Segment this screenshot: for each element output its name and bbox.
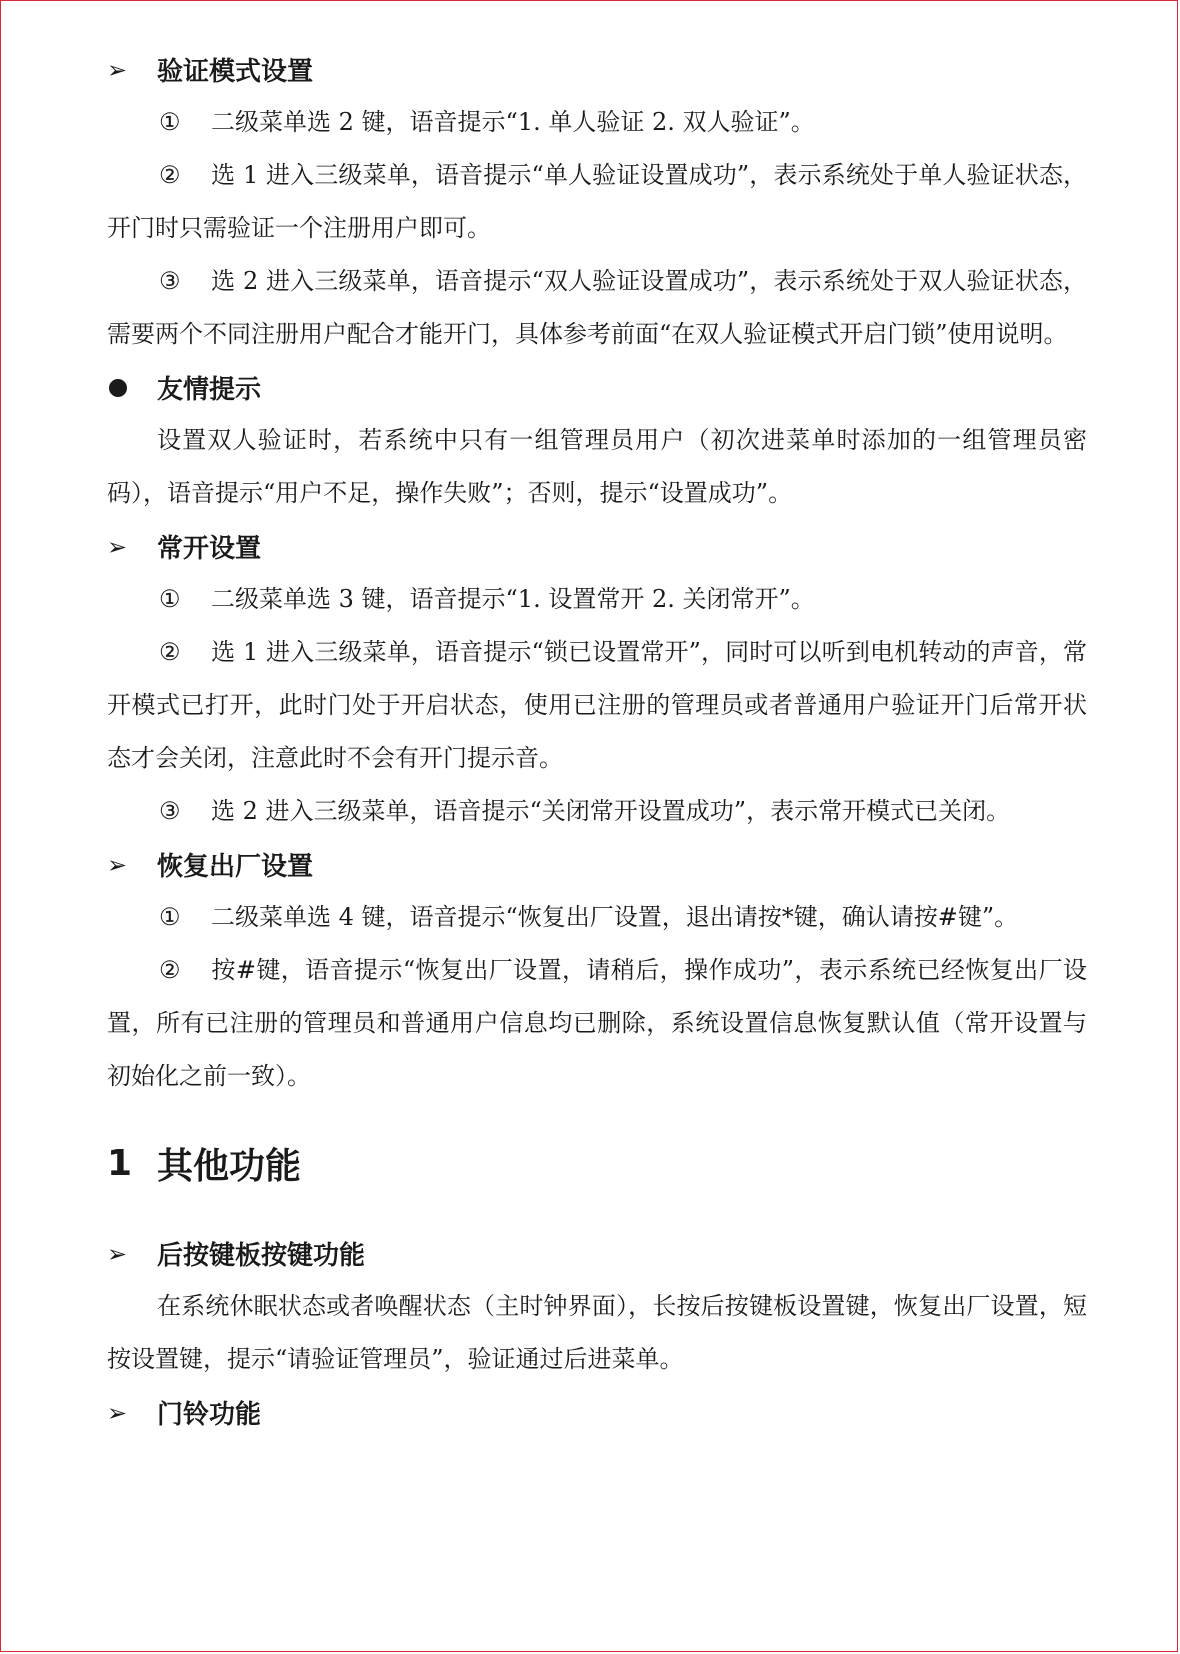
section-title: 常开设置 xyxy=(157,534,262,564)
chapter-number: 1 xyxy=(107,1142,133,1184)
section-title: 验证模式设置 xyxy=(157,57,314,87)
item-number: ③ xyxy=(159,797,181,825)
section-title: 门铃功能 xyxy=(157,1400,262,1430)
list-item xyxy=(107,785,1087,838)
list-item xyxy=(107,626,1087,785)
section-heading-verify-mode xyxy=(107,43,1087,96)
item-text: 选 1 进入三级菜单，语音提示“锁已设置常开”，同时可以听到电机转动的声音，常开模式已打开，此时门处于开启状态，使用已注册的管理员或者普通用户验证开门后常开状态才会关闭，注意此时不会有开门提示音。 xyxy=(107,638,1087,772)
item-number: ① xyxy=(159,903,181,931)
page-content xyxy=(107,43,1087,1439)
round-bullet-icon xyxy=(109,379,127,397)
chapter-title: 其他功能 xyxy=(157,1145,302,1187)
section-heading-factory-reset xyxy=(107,838,1087,891)
item-text: 二级菜单选 3 键，语音提示“1. 设置常开 2. 关闭常开”。 xyxy=(211,585,815,613)
arrow-bullet-icon: ➢ xyxy=(107,1398,128,1427)
item-number: ① xyxy=(159,585,181,613)
item-text: 按#键，语音提示“恢复出厂设置，请稍后，操作成功”，表示系统已经恢复出厂设置，所有已注册的管理员和普通用户信息均已删除，系统设置信息恢复默认值（常开设置与初始化之前一致）。 xyxy=(107,956,1087,1090)
list-item xyxy=(107,944,1087,1103)
list-item xyxy=(107,891,1087,944)
list-item xyxy=(107,255,1087,361)
arrow-bullet-icon: ➢ xyxy=(107,850,128,879)
list-item xyxy=(107,96,1087,149)
section-title: 后按键板按键功能 xyxy=(157,1241,366,1271)
back-panel-paragraph: 在系统休眠状态或者唤醒状态（主时钟界面），长按后按键板设置键，恢复出厂设置，短按设置键，提示“请验证管理员”，验证通过后进菜单。 xyxy=(107,1292,1087,1373)
arrow-bullet-icon: ➢ xyxy=(107,1239,128,1268)
tips-paragraph: 设置双人验证时，若系统中只有一组管理员用户（初次进菜单时添加的一组管理员密码），语音提示“用户不足，操作失败”；否则，提示“设置成功”。 xyxy=(107,426,1087,507)
item-number: ① xyxy=(159,108,181,136)
section-heading-tips xyxy=(107,361,1087,414)
item-text: 选 1 进入三级菜单，语音提示“单人验证设置成功”，表示系统处于单人验证状态，开门时只需验证一个注册用户即可。 xyxy=(107,161,1087,242)
item-number: ③ xyxy=(159,267,181,295)
list-item xyxy=(107,149,1087,255)
arrow-bullet-icon: ➢ xyxy=(107,55,128,84)
arrow-bullet-icon: ➢ xyxy=(107,532,128,561)
list-item xyxy=(107,573,1087,626)
section-heading-always-open xyxy=(107,520,1087,573)
section-heading-back-panel xyxy=(107,1227,1087,1280)
chapter-heading xyxy=(107,1123,1087,1203)
item-number: ② xyxy=(159,956,181,984)
item-number: ② xyxy=(159,638,181,666)
section-title: 恢复出厂设置 xyxy=(157,852,314,882)
item-text: 选 2 进入三级菜单，语音提示“双人验证设置成功”，表示系统处于双人验证状态，需要两个不同注册用户配合才能开门，具体参考前面“在双人验证模式开启门锁”使用说明。 xyxy=(107,267,1087,348)
section-heading-doorbell xyxy=(107,1386,1087,1439)
item-number: ② xyxy=(159,161,181,189)
item-text: 选 2 进入三级菜单，语音提示“关闭常开设置成功”，表示常开模式已关闭。 xyxy=(211,797,1011,825)
item-text: 二级菜单选 4 键，语音提示“恢复出厂设置，退出请按*键，确认请按#键”。 xyxy=(211,903,1019,931)
item-text: 二级菜单选 2 键，语音提示“1. 单人验证 2. 双人验证”。 xyxy=(211,108,815,136)
section-title: 友情提示 xyxy=(157,375,262,405)
